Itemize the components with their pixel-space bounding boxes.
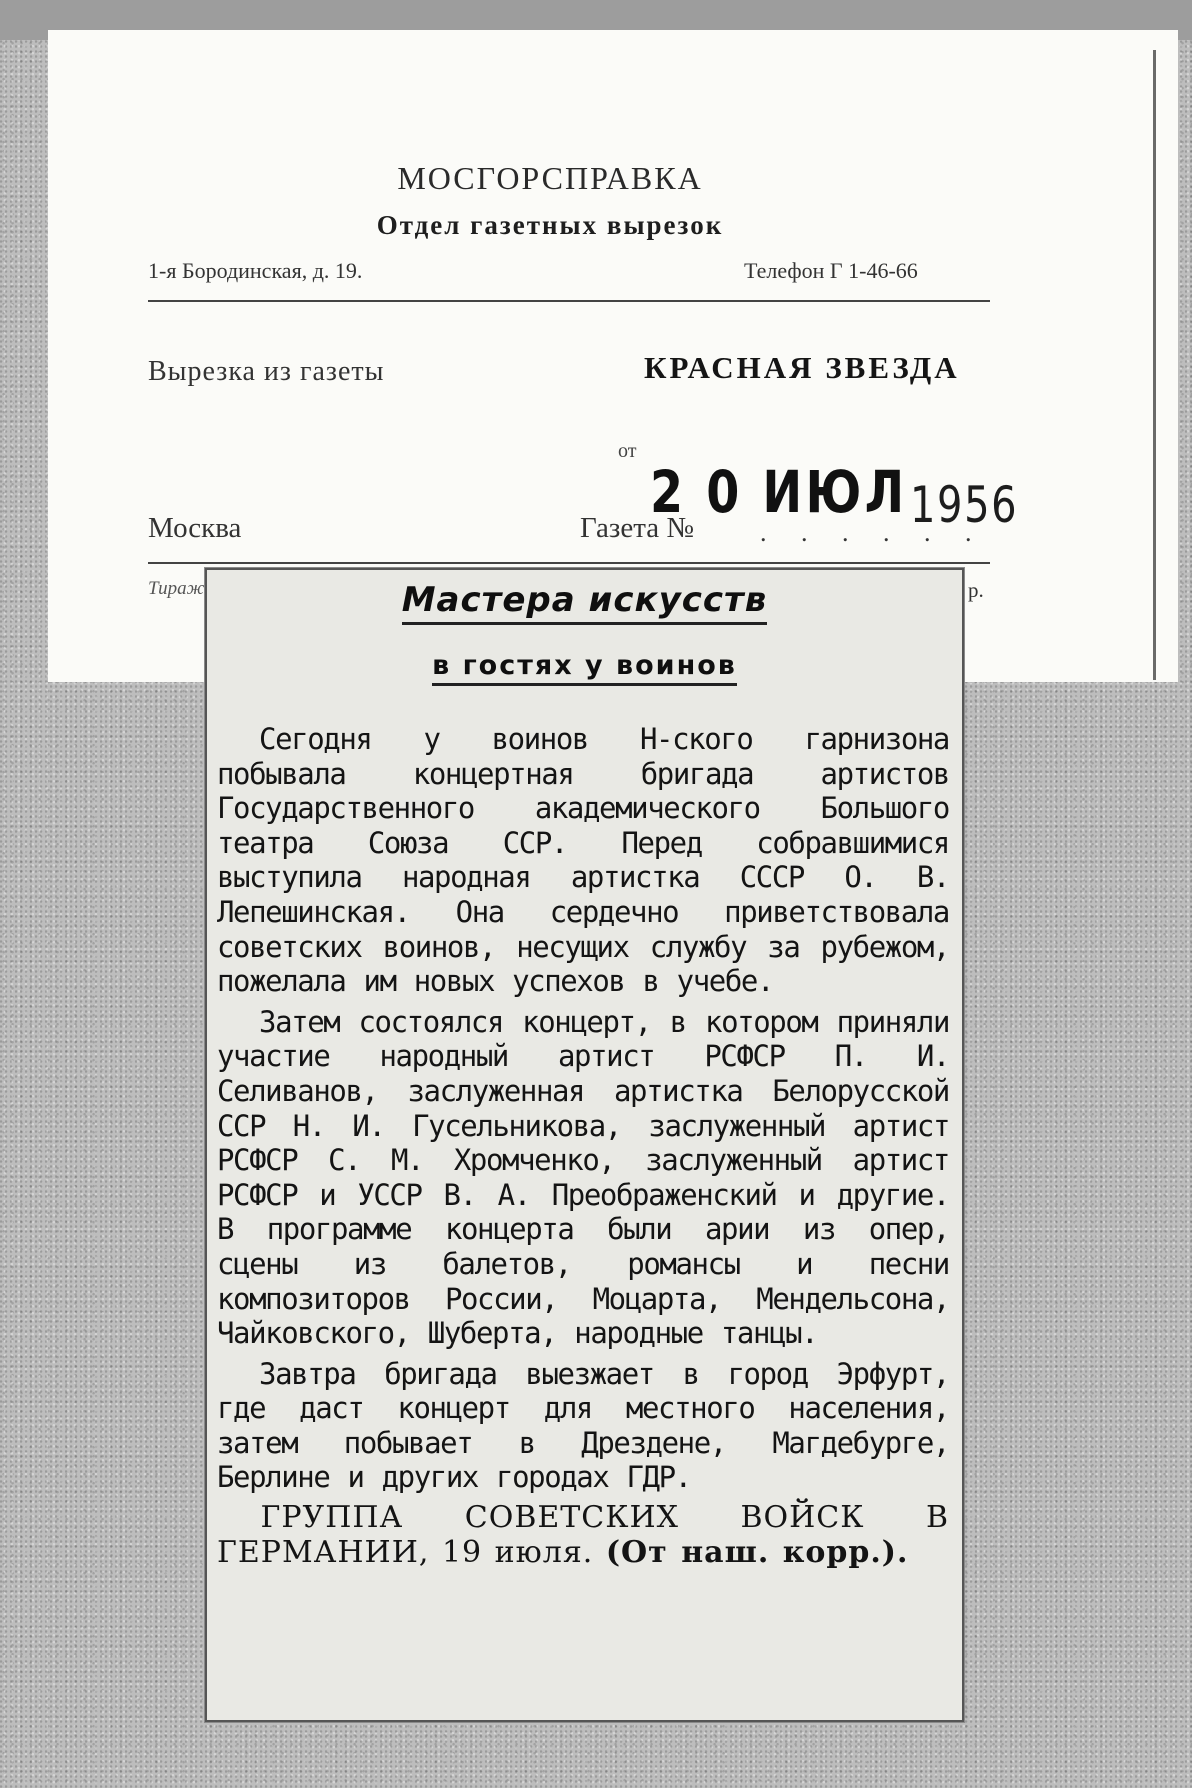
department-name: Отдел газетных вырезок: [376, 210, 724, 240]
date-year: 1956: [910, 476, 1019, 534]
article-subtitle: [207, 650, 962, 681]
card-edge-line: [1153, 50, 1156, 680]
signature-text: ГРУППА СОВЕТСКИХ ВОЙСК В ГЕРМАНИИ, 19 июля.: [217, 1500, 949, 1570]
gazeta-number-label: Газета №: [580, 512, 695, 544]
date-stamp: 2 0 ИЮЛ: [650, 458, 908, 526]
circulation-label: Тираж: [148, 578, 205, 599]
article-signature: [217, 1501, 949, 1570]
article-body: [217, 722, 949, 1576]
header-divider: [148, 300, 990, 302]
footer-right-label: р.: [968, 578, 984, 602]
article-title: [207, 580, 962, 620]
gazeta-number-dots: . . . . . .: [760, 518, 986, 547]
article-title-text: Мастера искусств: [402, 580, 768, 625]
newspaper-clipping: [205, 568, 964, 1722]
date-divider: [148, 562, 990, 564]
article-paragraph-1: Сегодня у воинов Н-ского гарнизона побывала концертная бригада артистов Государственного академического Большого театра Союза ССР. Перед собравшимися выступила народная артистка СССР О. В. Лепешинская. Она сердечно приветствовала советских воинов, несущих службу за рубежом, пожелала им новых успехов в учебе.: [217, 722, 949, 999]
clipping-label: Вырезка из газеты: [148, 356, 385, 387]
phone-number: Телефон Г 1-46-66: [744, 258, 918, 283]
date-prefix: от: [618, 440, 637, 462]
signature-source: (От наш. корр.).: [605, 1534, 909, 1570]
article-paragraph-3: Завтра бригада выезжает в город Эрфурт, где даст концерт для местного населения, затем побывает в Дрездене, Магдебурге, Берлине и других городах ГДР.: [217, 1356, 949, 1495]
article-subtitle-text: в гостях у воинов: [432, 650, 737, 686]
address: 1-я Бородинская, д. 19.: [148, 258, 363, 283]
city-label: Москва: [148, 512, 242, 544]
article-paragraph-2: Затем состоялся концерт, в котором приняли участие народный артист РСФСР П. И. Селиванов, заслуженная артистка Белорусской ССР Н. И. Гусельникова, заслуженный артист РСФСР С. М. Хромченко, заслуженный артист РСФСР и УССР В. А. Преображенский и другие. В программе концерта были арии из опер, сцены из балетов, романсы и песни композиторов России, Моцарта, Мендельсона, Чайковского, Шуберта, народные танцы.: [217, 1004, 949, 1351]
org-name: МОСГОРСПРАВКА: [397, 160, 703, 196]
newspaper-name: КРАСНАЯ ЗВЕЗДА: [644, 350, 960, 385]
